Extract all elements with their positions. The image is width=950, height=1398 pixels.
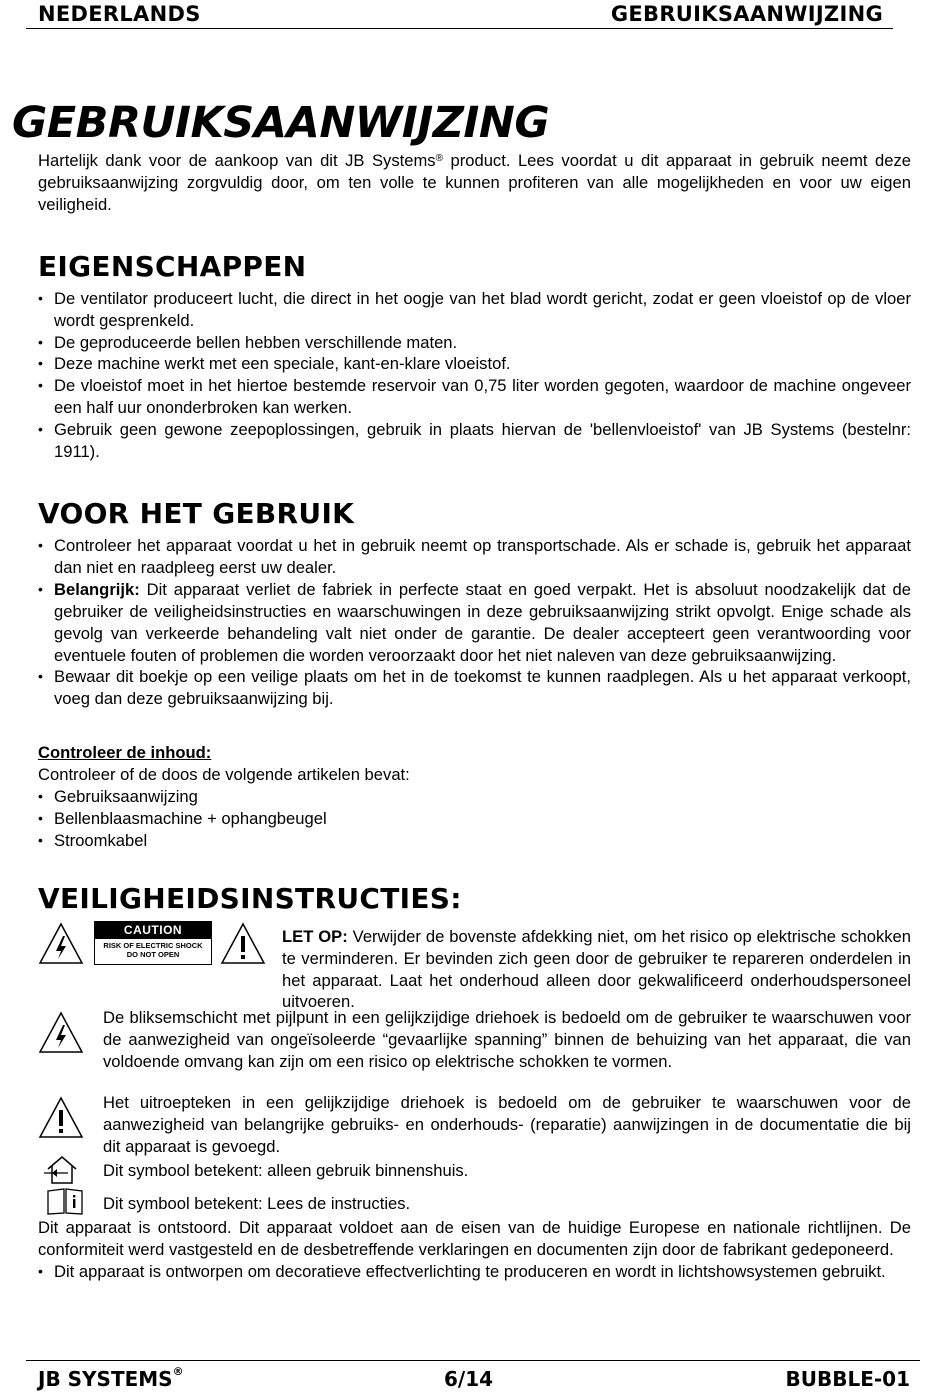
- intro-text-2: product. Lees voordat u dit apparaat in gebruik neemt deze gebruiksaanwijzing zorgvuldig door, om ten volle te kunnen profiteren van alle mogelijkheden en voor uw eigen veiligheid.: [38, 151, 911, 214]
- list-item: • Deze machine werkt met een speciale, kant-en-klare vloeistof.: [38, 353, 911, 375]
- intro-paragraph: [38, 150, 911, 216]
- let-op-label: LET OP:: [282, 926, 348, 946]
- let-op-text: Verwijder de bovenste afdekking niet, om het risico op elektrische schokken te verminderen. Er bevinden zich geen door de gebruiker te repareren onderdelen in het apparaat. Laat het onderhoud alleen door gekwalificeerd onderhoudspersoneel uitvoeren.: [282, 926, 911, 1012]
- list-item: • Dit apparaat is ontworpen om decoratieve effectverlichting te produceren en wordt in lichtshowsystemen gebruikt.: [38, 1261, 911, 1283]
- features-heading: EIGENSCHAPPEN: [38, 249, 307, 283]
- list-item: • Gebruik geen gewone zeepoplossingen, gebruik in plaats hiervan de 'bellenvloeistof' van JB Systems (bestelnr: 1911).: [38, 419, 911, 463]
- page-title: GEBRUIKSAANWIJZING: [12, 98, 550, 148]
- caution-title: CAUTION: [95, 922, 211, 939]
- contents-intro: Controleer of de doos de volgende artikelen bevat:: [38, 765, 410, 785]
- caution-line-2: DO NOT OPEN: [126, 949, 180, 959]
- footer-registered-mark: ®: [172, 1365, 184, 1378]
- list-item: • De vloeistof moet in het hiertoe bestemde reservoir van 0,75 liter worden gegoten, waardoor de machine ongeveer een half uur ononderbroken kan werken.: [38, 375, 911, 419]
- instructions-text: Dit symbool betekent: Lees de instructies.: [103, 1193, 411, 1213]
- list-item: • De geproduceerde bellen hebben verschillende maten.: [38, 332, 911, 354]
- registered-mark: ®: [435, 153, 443, 164]
- contents-list: [38, 786, 911, 852]
- caution-label: [94, 921, 212, 965]
- lightning-paragraph: De bliksemschicht met pijlpunt in een gelijkzijdige driehoek is bedoeld om de gebruiker te waarschuwen voor de aanwezigheid van ongeïsoleerde “gevaarlijke spanning” binnen de behuizing van het apparaat, die van voldoende omvang kan zijn om een risico op elektrische schokken te vormen.: [103, 1007, 911, 1071]
- conformity-paragraph: Dit apparaat is ontstoord. Dit apparaat voldoet aan de eisen van de huidige Europese en nationale richtlijnen. De conformiteit werd vastgesteld en de desbetreffende verklaringen en documenten zijn door de fabrikant gedeponeerd.: [38, 1217, 911, 1259]
- lightning-row: [38, 1002, 911, 1088]
- important-label: Belangrijk:: [54, 579, 140, 599]
- header-language: NEDERLANDS: [38, 2, 201, 26]
- list-item: • Controleer het apparaat voordat u het in gebruik neemt op transportschade. Als er schade is, gebruik het apparaat dan niet en raadpleeg eerst uw dealer.: [38, 535, 911, 579]
- list-item: • Gebruiksaanwijzing: [38, 786, 911, 808]
- list-item: • Bewaar dit boekje op een veilige plaats om het in de toekomst te kunnen raadplegen. Als u het apparaat verkoopt, voeg dan deze gebruiksaanwijzing bij.: [38, 666, 911, 710]
- before-use-list: [38, 535, 911, 710]
- list-item: • Stroomkabel: [38, 830, 911, 852]
- before-use-heading: VOOR HET GEBRUIK: [38, 496, 355, 530]
- lightning-triangle-icon: [38, 1010, 84, 1054]
- list-item: • Bellenblaasmachine + ophangbeugel: [38, 808, 911, 830]
- header-title: GEBRUIKSAANWIJZING: [610, 2, 883, 26]
- caution-row: [38, 918, 911, 1012]
- footer-brand: [38, 1367, 184, 1391]
- footer-brand-text: JB SYSTEMS: [38, 1367, 173, 1391]
- exclamation-paragraph: Het uitroepteken in een gelijkzijdige driehoek is bedoeld om de gebruiker te waarschuwen voor de aanwezigheid van belangrijke gebruiks- en onderhouds- (reparatie) aanwijzingen in de documentatie die bij dit apparaat is gevoegd.: [103, 1092, 911, 1156]
- page-header: [26, 0, 893, 29]
- read-instructions-icon: [46, 1187, 86, 1215]
- caution-line-1: RISK OF ELECTRIC SHOCK: [103, 940, 203, 950]
- exclamation-triangle-icon: [220, 921, 266, 965]
- safety-heading: VEILIGHEIDSINSTRUCTIES:: [38, 881, 462, 915]
- indoor-text: Dit symbool betekent: alleen gebruik binnenshuis.: [103, 1160, 469, 1180]
- contents-heading: Controleer de inhoud:: [38, 743, 212, 763]
- indoor-row: [38, 1153, 911, 1187]
- lightning-triangle-icon: [38, 921, 84, 965]
- footer-model: BUBBLE-01: [785, 1367, 910, 1391]
- features-list: [38, 288, 911, 463]
- page-number: 6/14: [444, 1367, 494, 1391]
- page-footer: [26, 1360, 920, 1398]
- document-body: [12, 96, 911, 1282]
- list-item: • De ventilator produceert lucht, die direct in het oogje van het blad wordt gericht, zodat er geen vloeistof op de vloer wordt gesprenkeld.: [38, 288, 911, 332]
- exclamation-triangle-icon: [38, 1095, 84, 1139]
- caution-warning: [95, 939, 211, 959]
- intro-text-1: Hartelijk dank voor de aankoop van dit JB Systems: [38, 151, 436, 170]
- let-op-paragraph: [282, 926, 911, 1014]
- indoor-use-icon: [44, 1155, 80, 1185]
- usage-list: [38, 1261, 911, 1283]
- instructions-row: [38, 1187, 911, 1217]
- important-text: Dit apparaat verliet de fabriek in perfecte staat en goed verpakt. Het is absoluut noodzakelijk dat de gebruiker de veiligheidsinstructies en waarschuwingen in deze gebruiksaanwijzing strikt opvolgt. Enige schade als gevolg van verkeerde behandeling valt niet onder de garantie. De dealer accepteert geen verantwoording voor eventuele fouten of problemen die worden veroorzaakt door het niet naleven van deze gebruiksaanwijzing.: [54, 579, 911, 665]
- exclamation-row: [38, 1088, 911, 1156]
- list-item: [38, 579, 911, 667]
